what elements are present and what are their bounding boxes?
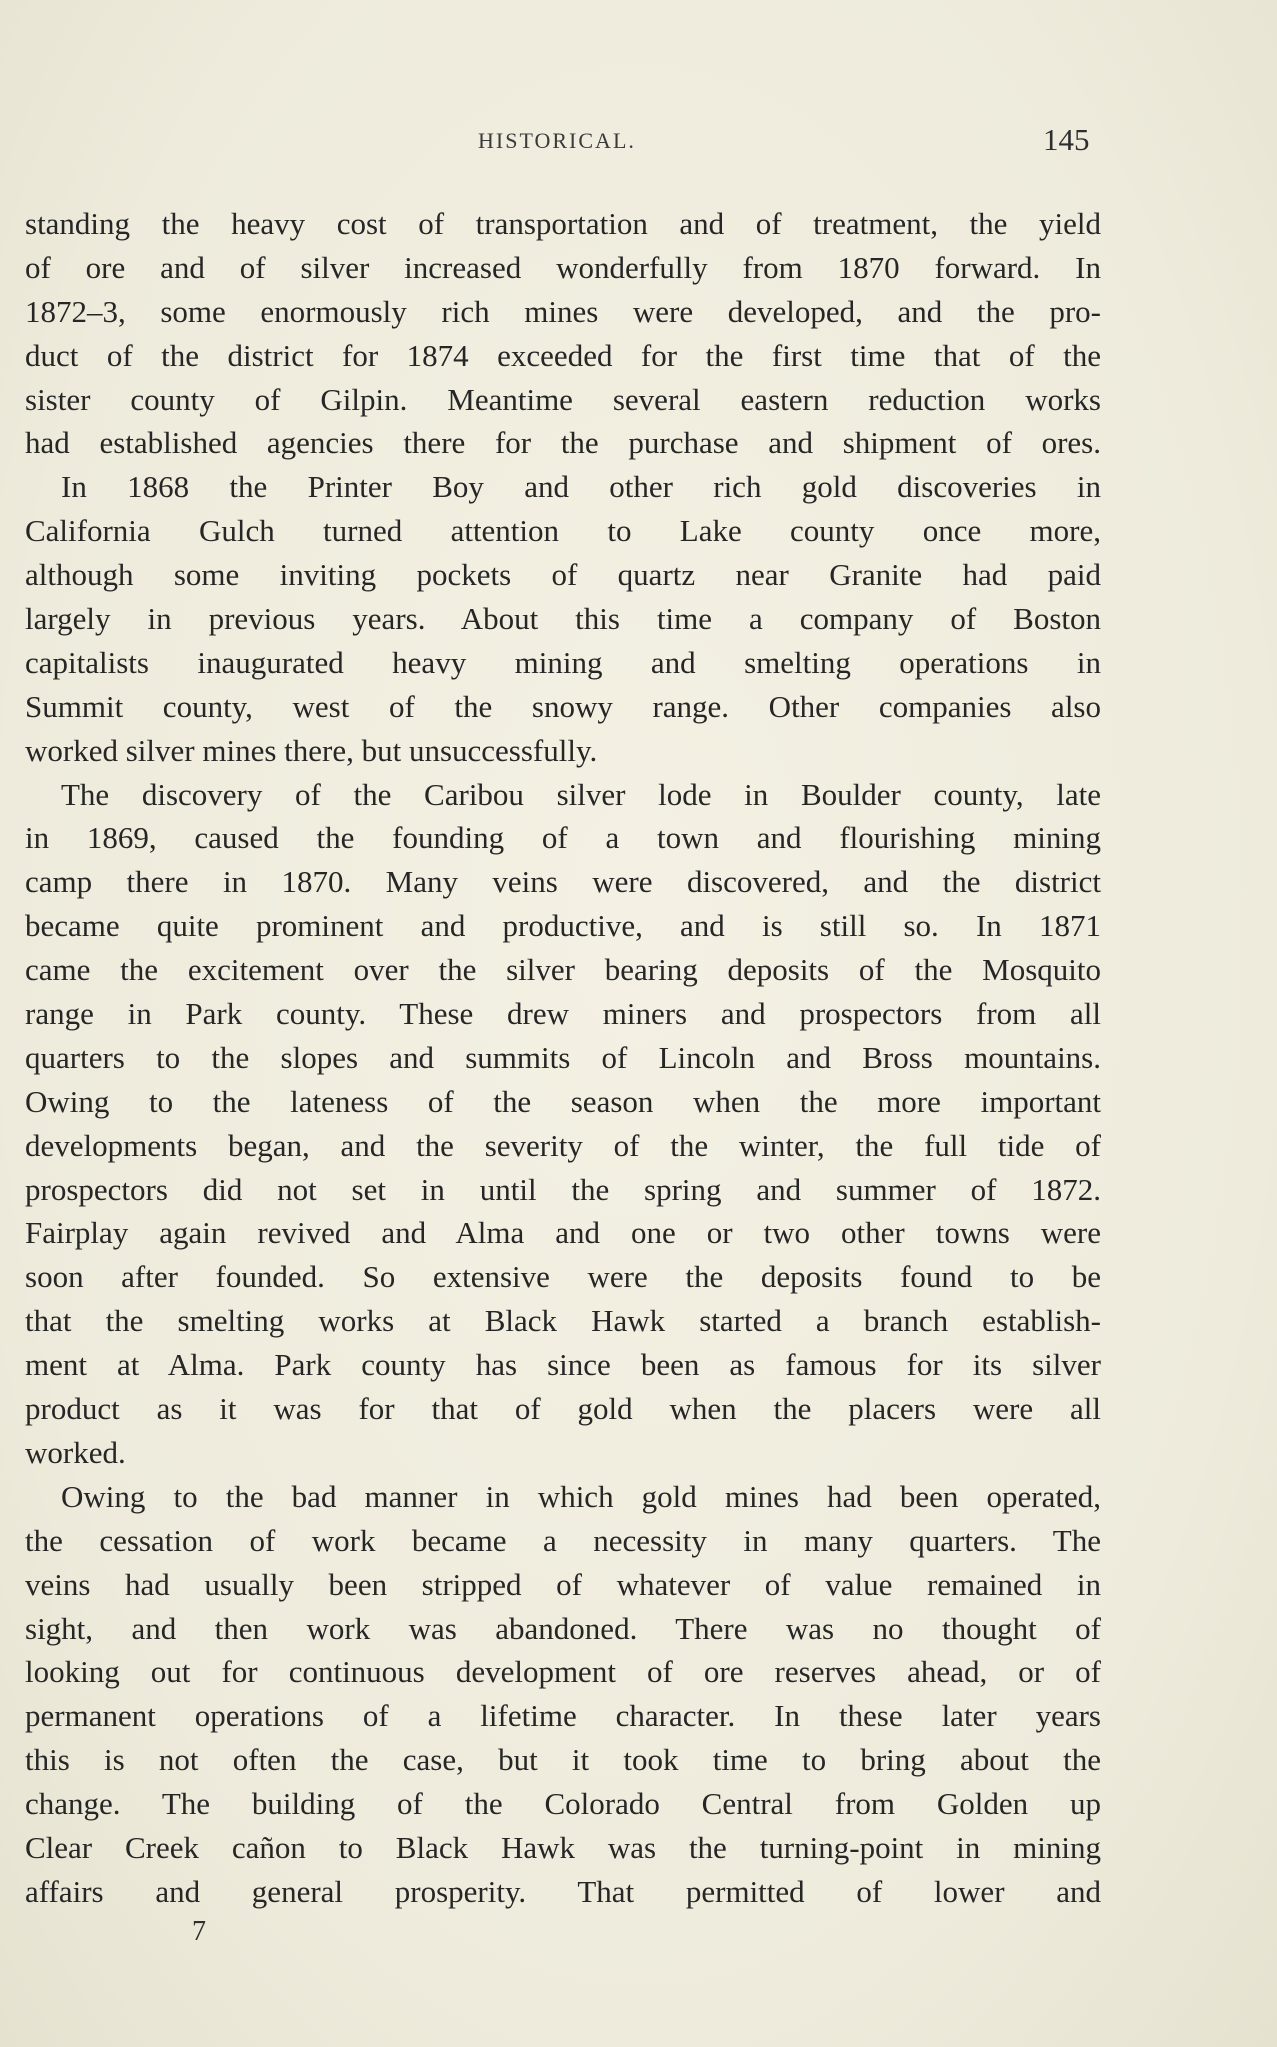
text-line: affairs and general prosperity. That permitted of lower and [25,1873,1101,1909]
running-title: HISTORICAL. [478,128,636,153]
text-line: California Gulch turned attention to Lake county once more, [25,513,1101,549]
text-line: 1872–3, some enormously rich mines were developed, and the pro- [25,293,1101,329]
paragraph [25,773,1101,1475]
text-line: product as it was for that of gold when the placers were all [25,1391,1101,1427]
text-line: The discovery of the Caribou silver lode in Boulder county, late [61,776,1101,812]
text-line: Summit county, west of the snowy range. Other companies also [25,688,1101,724]
body-text [25,202,1101,1914]
text-line: Fairplay again revived and Alma and one or two other towns were [25,1215,1101,1251]
text-line: largely in previous years. About this time a company of Boston [25,601,1101,637]
text-line: that the smelting works at Black Hawk started a branch establish- [25,1303,1101,1339]
page-number: 145 [1043,122,1090,157]
paragraph [25,465,1101,772]
text-line: Owing to the bad manner in which gold mines had been operated, [61,1478,1101,1514]
text-line: sister county of Gilpin. Meantime several eastern reduction works [25,381,1101,417]
text-line: standing the heavy cost of transportation and of treatment, the yield [25,206,1101,241]
text-line: change. The building of the Colorado Central from Golden up [25,1786,1101,1822]
text-line: in 1869, caused the founding of a town and flourishing mining [25,820,1101,856]
text-line: had established agencies there for the purchase and shipment of ores. [25,425,1101,461]
text-line: Clear Creek cañon to Black Hawk was the turning-point in mining [25,1829,1101,1865]
text-line: capitalists inaugurated heavy mining and smelting operations in [25,644,1101,680]
text-line: prospectors did not set in until the spring and summer of 1872. [25,1171,1101,1207]
text-line: ment at Alma. Park county has since been as famous for its silver [25,1347,1101,1383]
text-line: although some inviting pockets of quartz near Granite had paid [25,557,1101,593]
paragraph [25,202,1101,465]
text-line: In 1868 the Printer Boy and other rich gold discoveries in [61,469,1101,505]
text-line: camp there in 1870. Many veins were discovered, and the district [25,864,1101,900]
text-line: range in Park county. These drew miners and prospectors from all [25,996,1101,1032]
text-line: came the excitement over the silver bearing deposits of the Mosquito [25,952,1101,988]
text-line: quarters to the slopes and summits of Lincoln and Bross mountains. [25,1039,1101,1075]
signature-mark: 7 [192,1916,206,1947]
text-line: veins had usually been stripped of whatever of value remained in [25,1566,1101,1602]
text-line: developments began, and the severity of the winter, the full tide of [25,1127,1101,1163]
text-line: worked silver mines there, but unsuccessfully. [25,732,598,768]
text-line: Owing to the lateness of the season when the more important [25,1083,1101,1119]
paragraph [25,1475,1101,1914]
text-line: the cessation of work became a necessity in many quarters. The [25,1522,1101,1558]
text-line: sight, and then work was abandoned. There was no thought of [25,1610,1101,1646]
text-line: duct of the district for 1874 exceeded for the first time that of the [25,337,1101,373]
text-line: worked. [25,1434,126,1470]
text-line: this is not often the case, but it took time to bring about the [25,1742,1101,1778]
text-line: permanent operations of a lifetime character. In these later years [25,1698,1101,1734]
text-line: soon after founded. So extensive were the deposits found to be [25,1259,1101,1295]
text-line: of ore and of silver increased wonderfully from 1870 forward. In [25,249,1101,285]
text-line: looking out for continuous development of ore reserves ahead, or of [25,1654,1101,1690]
text-line: became quite prominent and productive, and is still so. In 1871 [25,908,1101,944]
running-head [0,124,1277,164]
